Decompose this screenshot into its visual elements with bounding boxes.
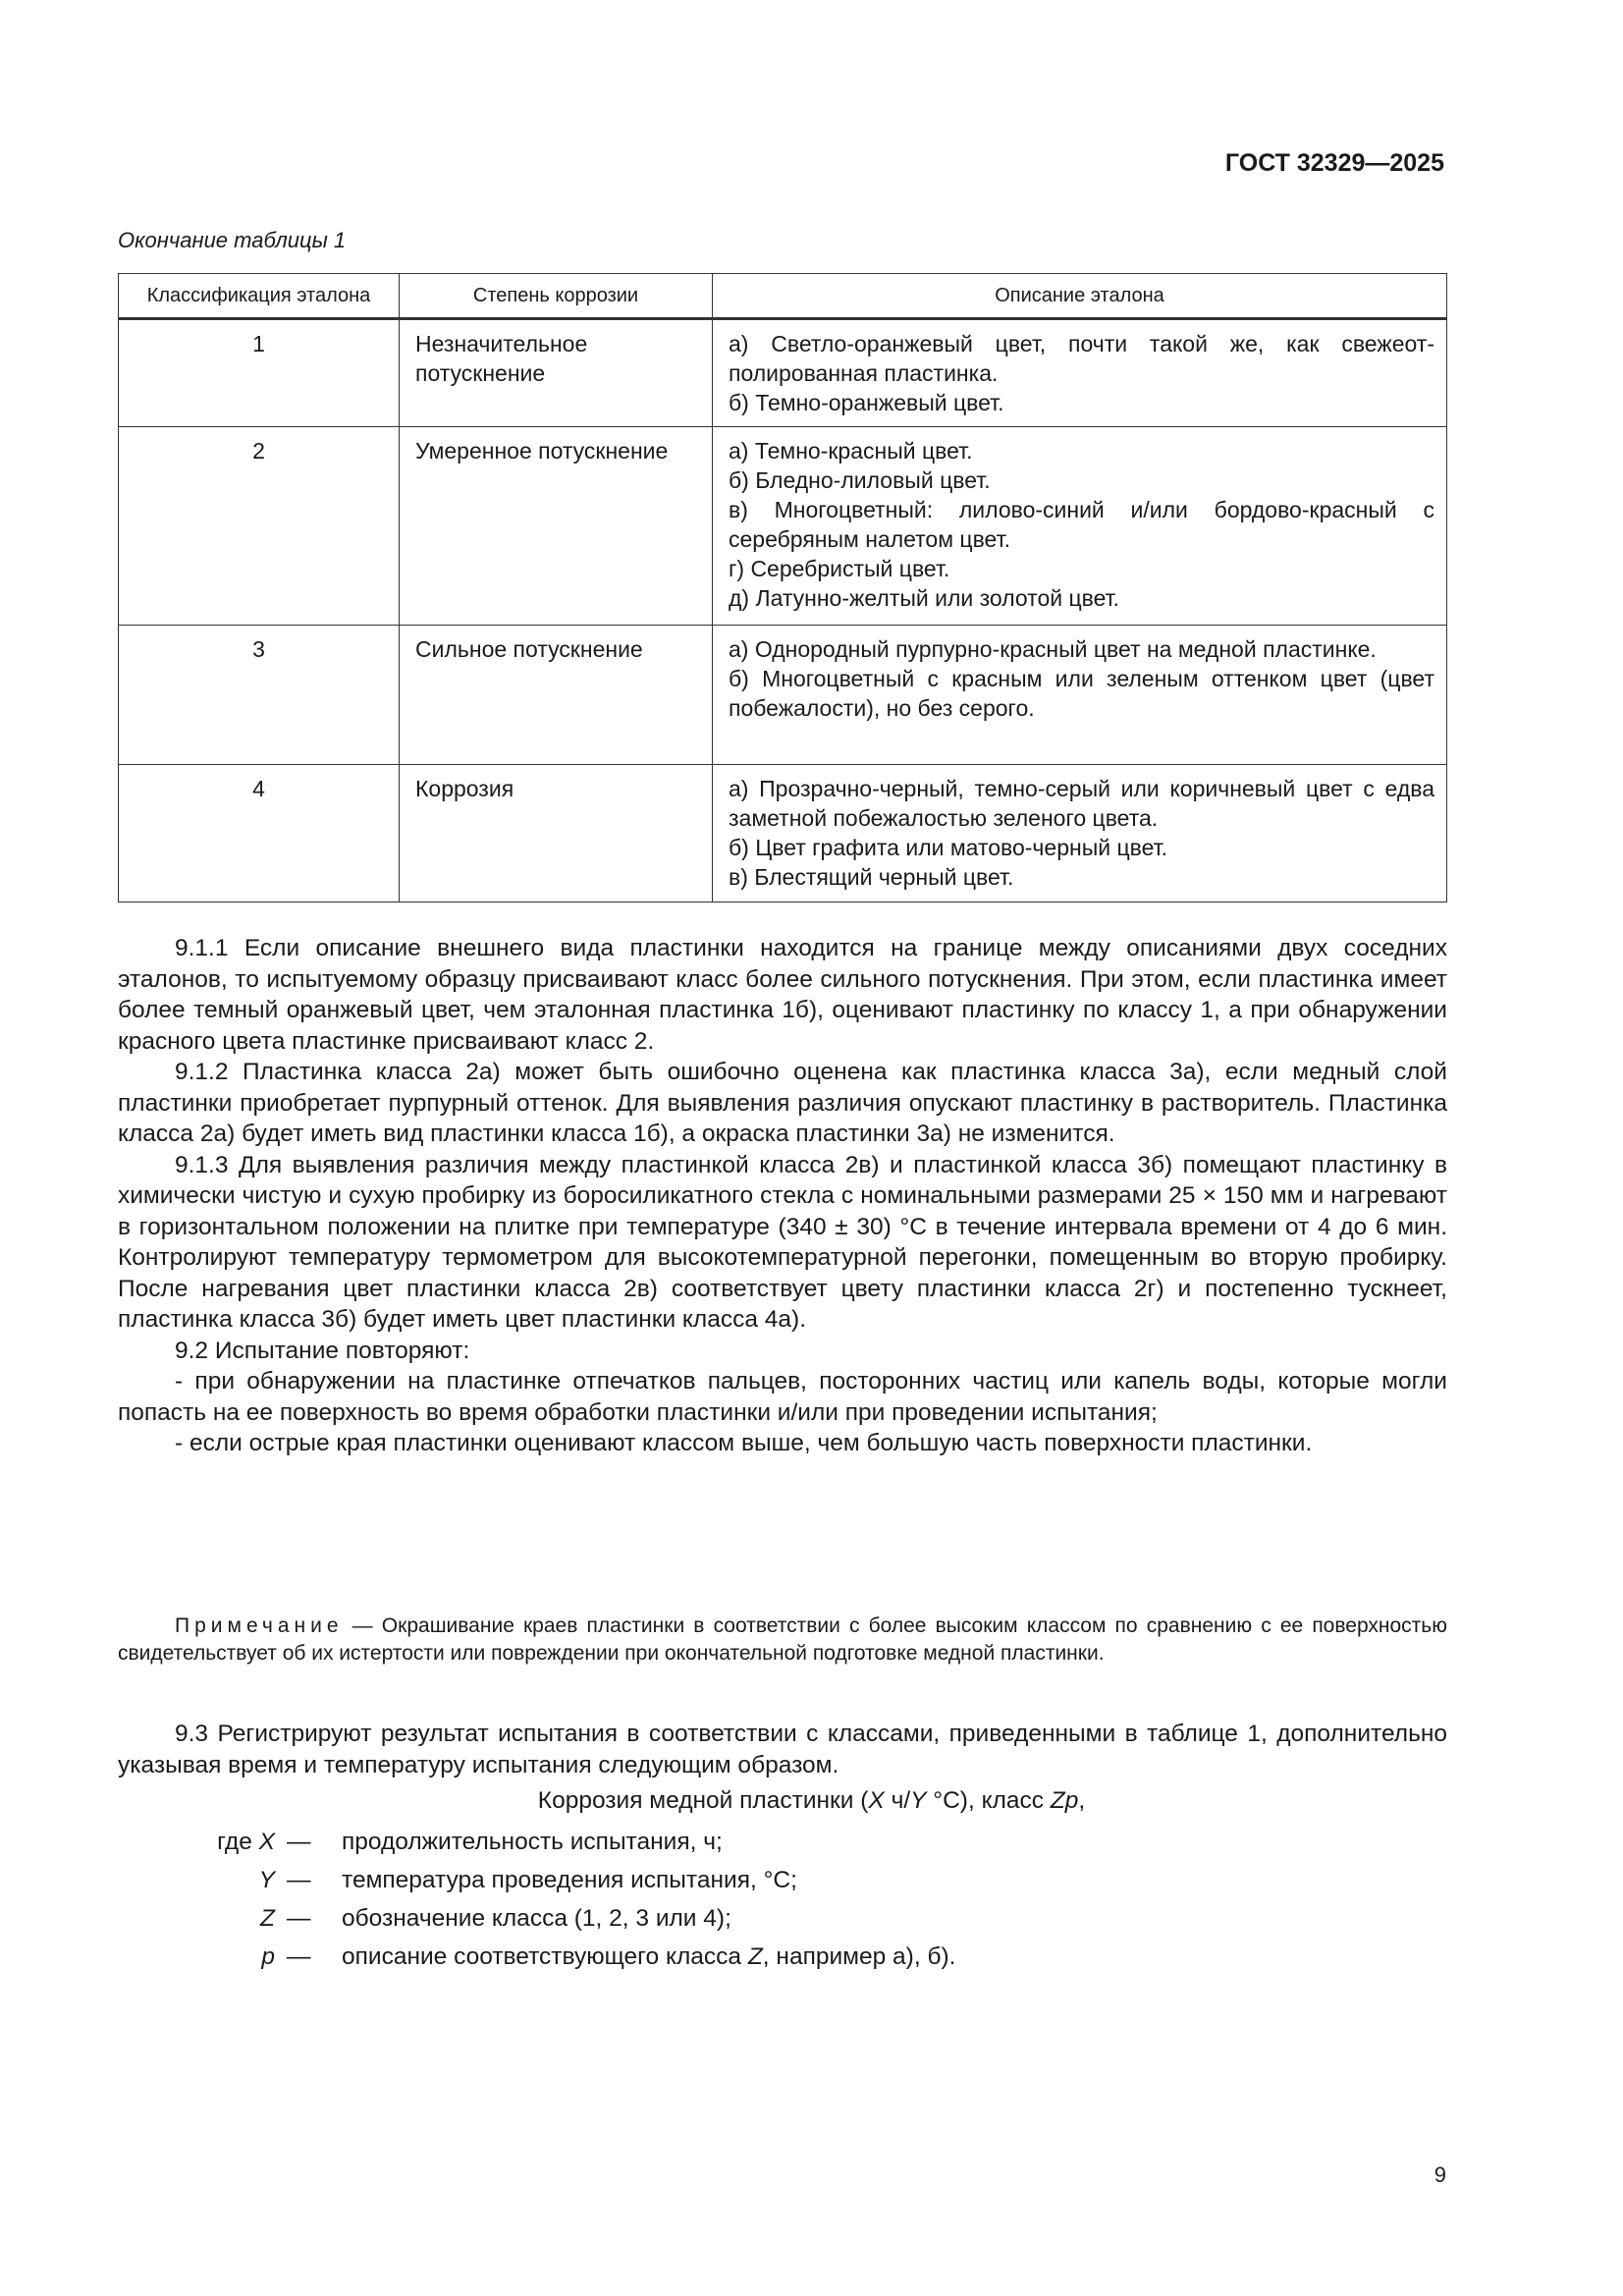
paragraph-9-1-2: 9.1.2 Пластинка класса 2а) может быть ошибочно оценена как пластинка класса 3а), если медный слой пластинки приобретает пурпурный оттенок. Для выявления различия опускают пластинку в растворитель. Пластинка класса 2а) будет иметь вид пластинки класса 1б), а окраска пластинки 3а) не изменится. <box>118 1059 1447 1147</box>
formula-symbol-zp: Zp <box>1050 1787 1079 1814</box>
table-caption: Окончание таблицы 1 <box>118 228 347 252</box>
description-line: а) Прозрачно-черный, темно-серый или коричневый цвет с едва заметной побежалостью зеленого цвета. <box>729 776 1434 831</box>
legend-text-part: описание соответствующего класса <box>342 1943 748 1970</box>
legend-text: температура проведения испытания, °С; <box>342 1867 797 1893</box>
paragraph-9-1-3: 9.1.3 Для выявления различия между пластинкой класса 2в) и пластинкой класса 3б) помещают пластинку в химически чистую и сухую пробирку из боросиликатного стекла с номинальными размерами 25 × 150 мм и нагревают в горизонтальном положении на плитке при температуре (340 ± 30) °С в течение интервала времени от 4 до 6 мин. Контролируют температуру термометром для высокотемпературной перегонки, помещенным во вторую пробирку. После нагревания цвет пластинки класса 2в) соответствует цвету пластинки класса 2г) и постепенно тускнеет, пластинка класса 3б) будет иметь цвет пластинки класса 4а). <box>118 1151 1447 1333</box>
table-row <box>119 765 1447 902</box>
cell-class: 1 <box>119 319 400 427</box>
cell-description <box>713 626 1447 765</box>
description-line: в) Блестящий черный цвет. <box>729 864 1014 890</box>
cell-degree: Умеренное потускнение <box>400 427 713 626</box>
legend-dash: — <box>287 1905 311 1932</box>
legend-item <box>118 1905 1394 1943</box>
legend-text: продолжительность испытания, ч; <box>342 1829 723 1855</box>
note <box>118 1613 1447 1667</box>
legend-symbol-letter: p <box>261 1943 275 1970</box>
table-row <box>119 319 1447 427</box>
description-line: д) Латунно-желтый или золотой цвет. <box>729 585 1120 611</box>
legend-symbol <box>118 1905 275 1933</box>
legend-text <box>342 1943 955 1971</box>
paragraph-9-1-1: 9.1.1 Если описание внешнего вида пластинки находится на границе между описаниями двух соседних эталонов, то испытуемому образцу присваивают класс более сильного потускнения. При этом, если пластинка имеет более темный оранжевый цвет, чем эталонная пластинка 1б), оценивают пластинку по классу 1, а при обнаружении красного цвета пластинке присваивают класс 2. <box>118 935 1447 1055</box>
cell-degree: Коррозия <box>400 765 713 902</box>
legend-text-symbol: Z <box>747 1943 763 1970</box>
description-line: а) Темно-красный цвет. <box>729 438 973 464</box>
legend-symbol <box>118 1867 275 1894</box>
legend-symbol-letter: Z <box>260 1905 275 1932</box>
classification-table <box>118 273 1447 902</box>
cell-degree: Сильное потускнение <box>400 626 713 765</box>
legend-text-part: , например а), б). <box>762 1943 956 1970</box>
legend-item <box>118 1867 1394 1905</box>
list-item: - при обнаружении на пластинке отпечатков пальцев, посторонних частиц или капель воды, которые могли попасть на ее поверхность во время обработки пластинки и/или при проведении испытания; <box>118 1368 1447 1426</box>
cell-description <box>713 427 1447 626</box>
legend-dash: — <box>287 1943 311 1970</box>
table-row <box>119 626 1447 765</box>
formula-text: Коррозия медной пластинки ( <box>537 1787 869 1814</box>
description-line: б) Бледно-лиловый цвет. <box>729 467 991 493</box>
document-code: ГОСТ 32329—2025 <box>1224 149 1444 177</box>
legend-dash: — <box>287 1829 311 1855</box>
legend-text: обозначение класса (1, 2, 3 или 4); <box>342 1905 731 1932</box>
result-formula <box>0 1787 1623 1815</box>
section-9-1-text <box>118 933 1447 1459</box>
legend-symbol-letter: Y <box>258 1867 275 1893</box>
paragraph-9-2: 9.2 Испытание повторяют: <box>175 1337 470 1364</box>
legend-symbol-letter: X <box>258 1829 275 1855</box>
column-header-description: Описание эталона <box>713 274 1447 319</box>
legend-lead: где <box>217 1829 259 1855</box>
legend-symbol <box>118 1829 275 1856</box>
description-line: а) Однородный пурпурно-красный цвет на медной пластинке. <box>729 636 1377 662</box>
formula-text: °С), класс <box>926 1787 1051 1814</box>
formula-symbol-x: X <box>868 1787 885 1814</box>
legend-item <box>118 1943 1394 1982</box>
formula-text: ч/ <box>884 1787 911 1814</box>
cell-degree: Незначительное потускнение <box>400 319 713 427</box>
legend-symbol <box>118 1943 275 1971</box>
legend-dash: — <box>287 1867 311 1893</box>
cell-class: 2 <box>119 427 400 626</box>
description-line: а) Светло-оранжевый цвет, почти такой же, как свежеот-полированная пластинка. <box>729 331 1434 386</box>
formula-legend <box>118 1829 1394 1982</box>
cell-class: 3 <box>119 626 400 765</box>
description-line: б) Многоцветный с красным или зеленым оттенком цвет (цвет побежалости), но без серого. <box>729 666 1434 721</box>
paragraph-9-3: 9.3 Регистрируют результат испытания в соответствии с классами, приведенными в таблице 1, дополнительно указывая время и температуру испытания следующим образом. <box>118 1721 1447 1778</box>
formula-text: , <box>1078 1787 1086 1814</box>
cell-description <box>713 765 1447 902</box>
cell-description <box>713 319 1447 427</box>
section-9-3-text <box>118 1719 1447 1780</box>
list-item: - если острые края пластинки оценивают классом выше, чем большую часть поверхности пластинки. <box>175 1430 1313 1456</box>
column-header-degree: Степень коррозии <box>400 274 713 319</box>
note-text: — Окрашивание краев пластинки в соответствии с более высоким классом по сравнению с ее поверхностью свидетельствует об их истертости или повреждении при окончательной подготовке медной пластинки. <box>118 1614 1447 1665</box>
cell-class: 4 <box>119 765 400 902</box>
description-line: в) Многоцветный: лилово-синий и/или бордово-красный с серебряным налетом цвет. <box>729 497 1434 552</box>
page-number: 9 <box>1434 2162 1446 2187</box>
legend-item <box>118 1829 1394 1867</box>
formula-symbol-y: Y <box>910 1787 927 1814</box>
note-label: Примечание <box>175 1614 344 1637</box>
description-line: г) Серебристый цвет. <box>729 556 950 581</box>
column-header-class: Классификация эталона <box>119 274 400 319</box>
table-row <box>119 427 1447 626</box>
table-header-row <box>119 274 1447 319</box>
description-line: б) Цвет графита или матово-черный цвет. <box>729 835 1168 860</box>
description-line: б) Темно-оранжевый цвет. <box>729 390 1004 415</box>
